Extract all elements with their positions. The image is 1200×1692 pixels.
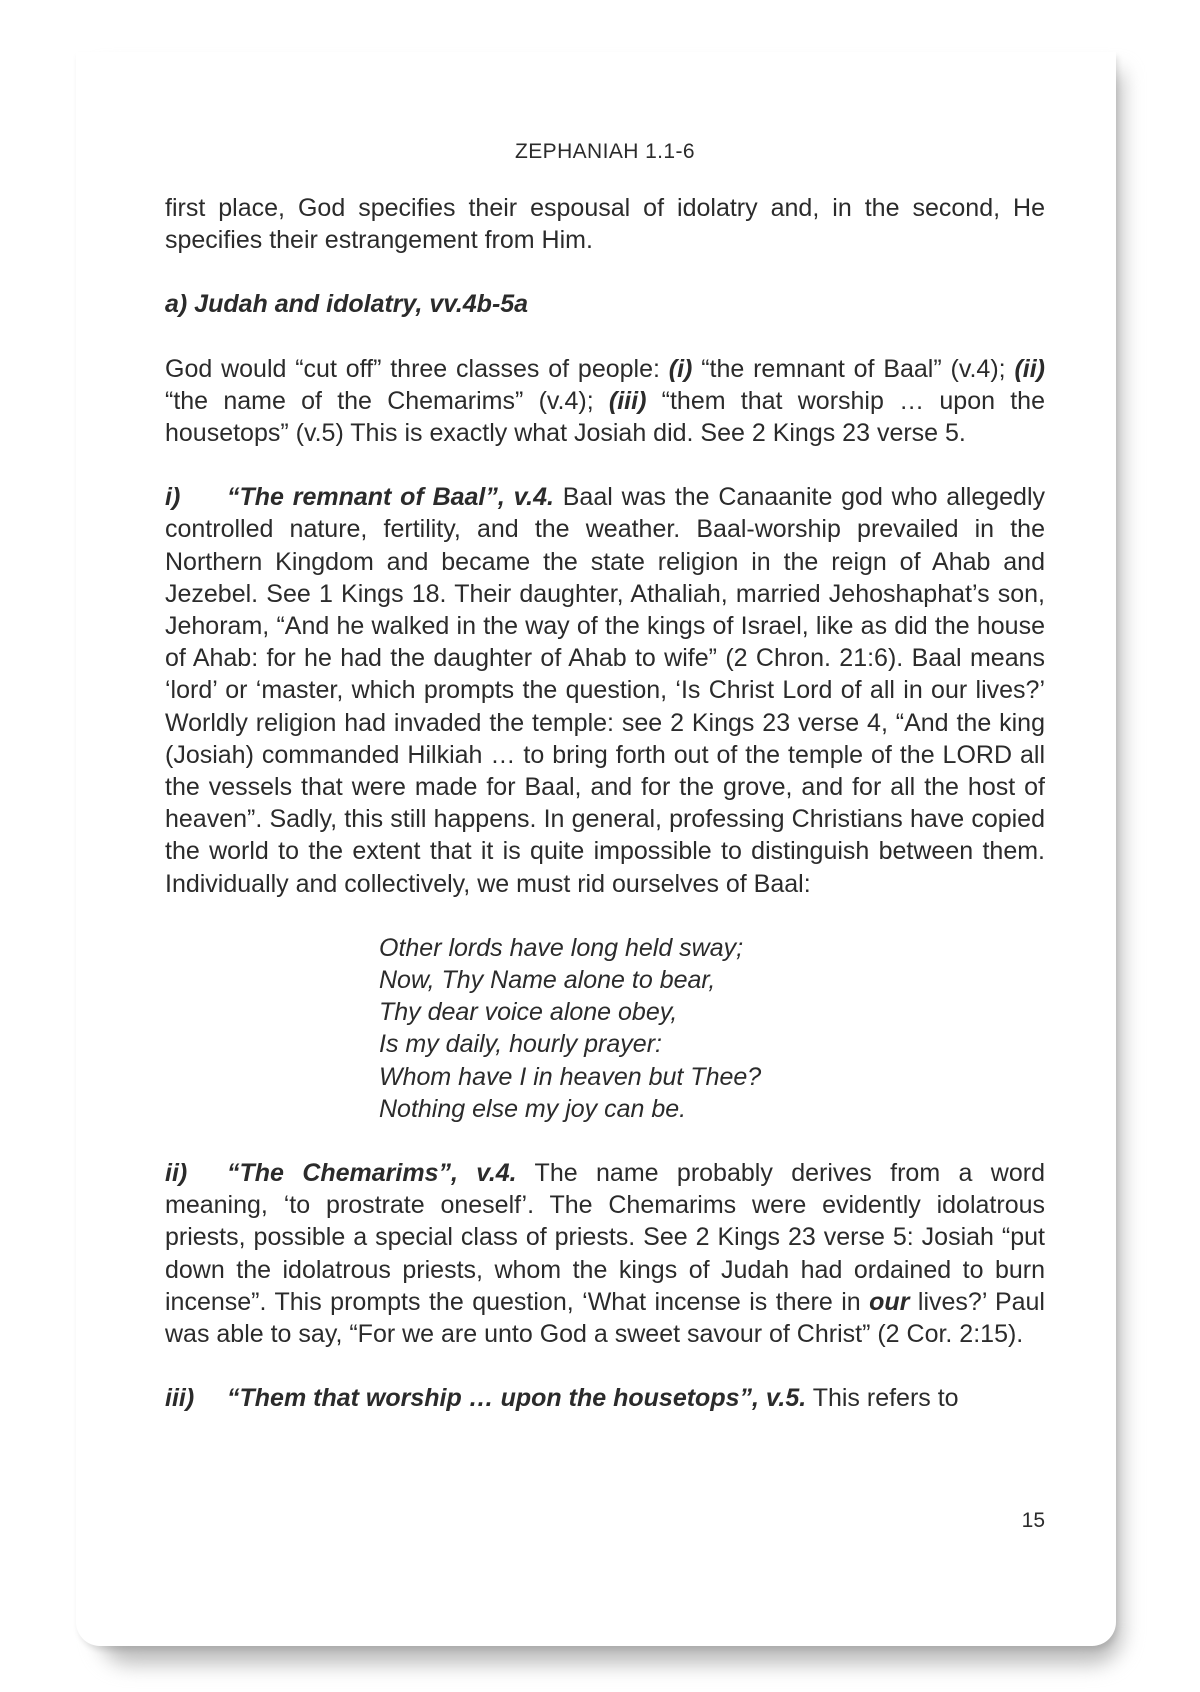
hymn-line: Nothing else my joy can be. [379, 1094, 687, 1123]
point-i-label: “The remnant of Baal”, v.4. [227, 483, 554, 512]
point-ii-label: “The Chemarims”, v.4. [227, 1159, 517, 1188]
text-run: “the remnant of Baal” (v.4); [692, 354, 1015, 383]
book-page [76, 52, 1116, 1646]
marker-i: (i) [668, 354, 693, 383]
point-iii-text: This refers to [806, 1384, 959, 1413]
point-iii-number: iii) [165, 1384, 195, 1413]
page-content [165, 138, 1045, 1415]
hymn-quote [379, 932, 1045, 1125]
point-iii-label: “Them that worship … upon the housetops”, v.5. [227, 1384, 807, 1413]
marker-iii: (iii) [608, 386, 647, 415]
point-ii-paragraph [165, 1157, 1045, 1350]
point-ii-number: ii) [165, 1159, 188, 1188]
point-i-number: i) [165, 483, 181, 512]
emphasis-our: our [869, 1287, 910, 1316]
text-run: “the name of the Chemarims” (v.4); [165, 386, 609, 415]
point-iii-paragraph [165, 1382, 1045, 1414]
running-title: ZEPHANIAH 1.1-6 [515, 140, 695, 163]
point-ii-text-end: lives?’ Paul was able to say, “For we are unto God a sweet savour of Christ” (2 Cor. 2:15). [165, 1287, 1045, 1349]
classes-paragraph [165, 353, 1045, 450]
hymn-line: Thy dear voice alone obey, [379, 998, 678, 1027]
text-run: God would “cut off” three classes of people: [165, 354, 669, 383]
hymn-line: Is my daily, hourly prayer: [379, 1030, 662, 1059]
intro-paragraph: first place, God specifies their espousal of idolatry and, in the second, He specifies their estrangement from Him. [165, 194, 1045, 255]
text-run: “them that worship … upon the housetops” (v.5) This is exactly what Josiah did. See 2 Kings 23 verse 5. [165, 386, 1045, 448]
point-i-text: Baal was the Canaanite god who allegedly controlled nature, fertility, and the weather. Baal-worship prevailed in the Northern Kingdom and became the state religion in the reign of Ahab and Jezebel. See 1 Kings 18. Their daughter, Athaliah, married Jehoshaphat’s son, Jehoram, “And he walked in the way of the kings of Israel, like as did the house of Ahab: for he had the daughter of Ahab to wife” (2 Chron. 21:6). Baal means ‘lord’ or ‘master, which prompts the question, ‘Is Christ Lord of all in our lives?’ Worldly religion had invaded the temple: see 2 Kings 23 verse 4, “And the king (Josiah) commanded Hilkiah … to bring forth out of the temple of the LORD all the vessels that were made for Baal, and for the grove, and for all the host of heaven”. Sadly, this still happens. In general, professing Christians have copied the world to the extent that it is quite impossible to distinguish between them. Individually and collectively, we must rid ourselves of Baal: [165, 483, 1045, 898]
hymn-line: Now, Thy Name alone to bear, [379, 966, 716, 995]
page-number: 15 [1021, 1509, 1045, 1532]
section-a-heading: a) Judah and idolatry, vv.4b-5a [165, 290, 529, 319]
hymn-line: Whom have I in heaven but Thee? [379, 1062, 762, 1091]
marker-ii: (ii) [1014, 354, 1045, 383]
point-ii-text: The name probably derives from a word meaning, ‘to prostrate oneself’. The Chemarims were evidently idolatrous priests, possible a special class of priests. See 2 Kings 23 verse 5: Josiah “put down the idolatrous priests, whom the kings of Judah had ordained to burn incense”. This prompts the question, ‘What incense is there in [165, 1159, 1045, 1316]
point-i-paragraph [165, 481, 1045, 900]
hymn-line: Other lords have long held sway; [379, 933, 744, 962]
